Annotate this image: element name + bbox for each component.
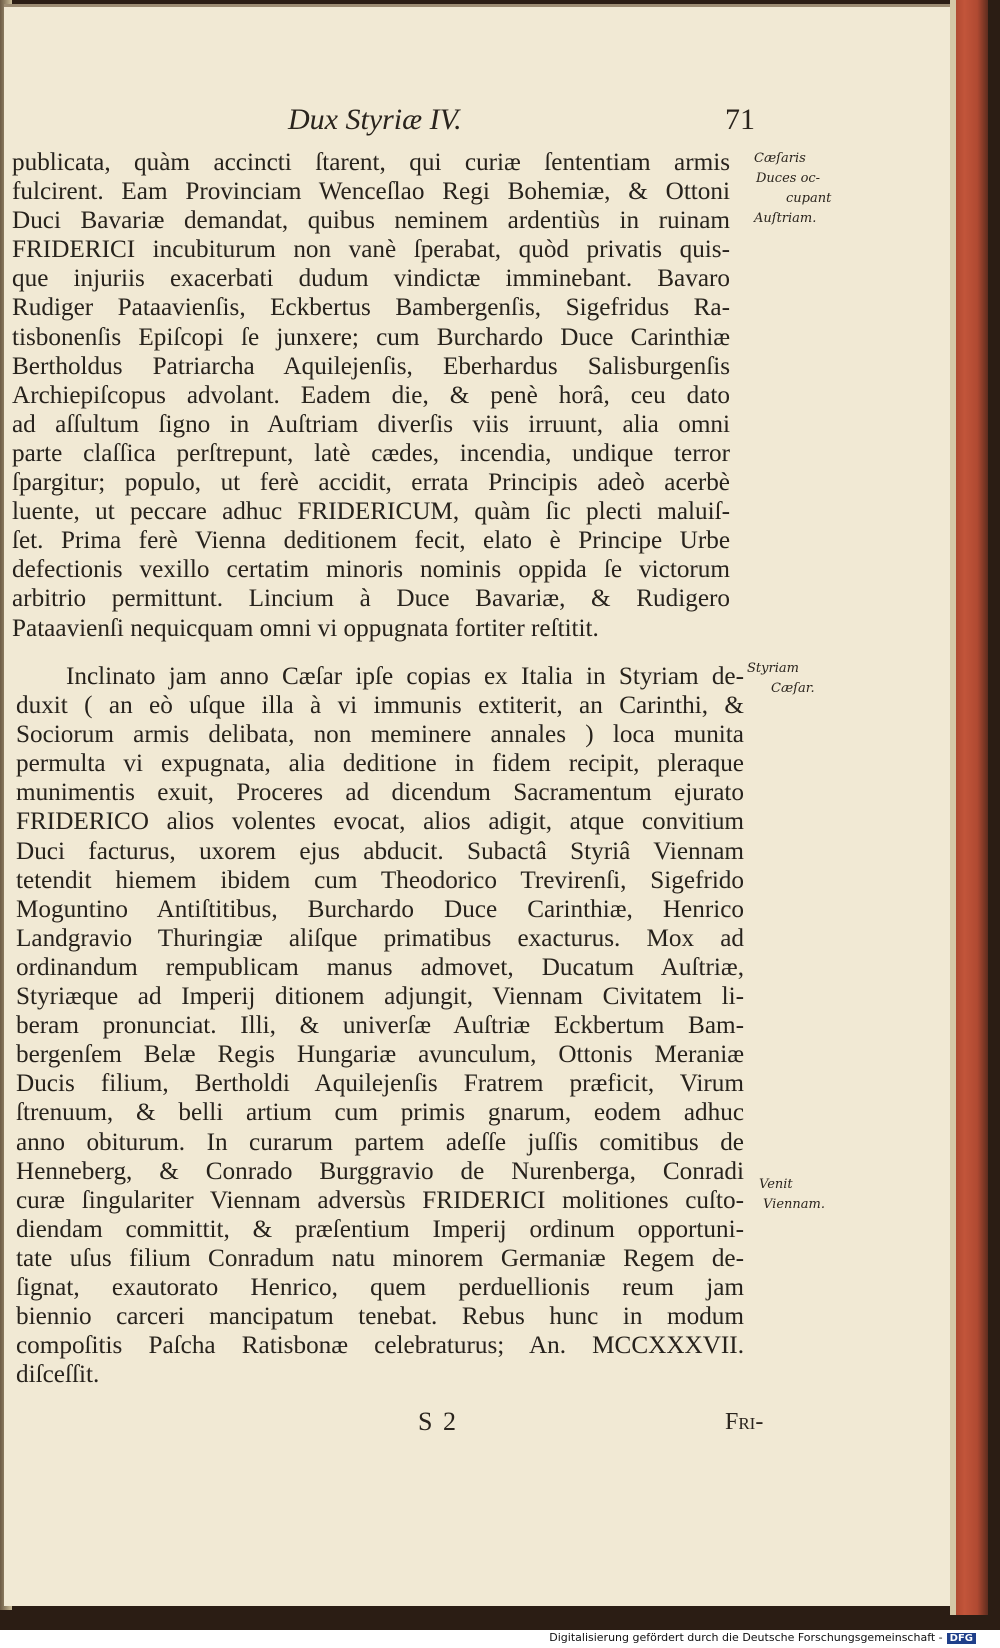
- text-line: diſceſſit.: [16, 1361, 100, 1389]
- text-line: bergenſem Belæ Regis Hungariæ avunculum, Ottonis Meraniæ: [16, 1041, 744, 1069]
- text-line: Styriæque ad Imperij ditionem adjungit, Viennam Civitatem li-: [16, 983, 744, 1011]
- text-line: FRIDERICI incubiturum non vanè ſperabat, quòd privatis quis-: [12, 236, 730, 264]
- text-line: publicata, quàm accincti ſtarent, qui curiæ ſententiam armis: [12, 149, 730, 176]
- text-line: Pataavienſi nequicquam omni vi oppugnata fortiter reſtitit.: [12, 614, 599, 642]
- digitization-footer: [0, 1630, 1000, 1648]
- text-line: ſignat, exautorato Henrico, quem perduellionis reum jam: [16, 1273, 744, 1301]
- text-line: tate uſus filium Conradum natu minorem Germaniæ Regem de-: [16, 1244, 744, 1272]
- text-line: Ducis filium, Bertholdi Aquilejenſis Fratrem præficit, Virum: [16, 1070, 744, 1098]
- margin-note-line: Venit: [759, 1177, 793, 1192]
- text-line: compoſitis Paſcha Ratisbonæ celebraturus; An. MCCXXXVII.: [16, 1332, 744, 1360]
- text-line: que injuriis exacerbati dudum vindictæ imminebant. Bavaro: [12, 265, 730, 293]
- text-line: ſtrenuum, & belli artium cum primis gnarum, eodem adhuc: [16, 1099, 744, 1127]
- paragraph-1: [12, 148, 730, 643]
- text-line: ſpargitur; populo, ut ferè accidit, errata Principis adeò acerbè: [12, 469, 730, 497]
- text-line: diendam committit, & præſentium Imperij ordinum opportuni-: [16, 1215, 744, 1243]
- text-line: Duci Bavariæ demandat, quibus neminem ardentiùs in ruinam: [12, 207, 730, 235]
- catchword: Fri-: [725, 1409, 764, 1435]
- red-fore-edge: [952, 0, 988, 1615]
- running-title: Dux Styriæ IV.: [288, 103, 462, 136]
- paragraph-2: [16, 662, 744, 1389]
- text-line: parte claſſica perſtrepunt, latè cædes, incendia, undique terror: [12, 439, 730, 467]
- text-line: Bertholdus Patriarcha Aquilejenſis, Eberhardus Salisburgenſis: [12, 352, 730, 380]
- margin-note-line: Viennam.: [763, 1197, 825, 1212]
- margin-note-venit-viennam: [759, 1175, 825, 1215]
- text-line: Archiepiſcopus advolant. Eadem die, & penè horâ, ceu dato: [12, 381, 730, 409]
- text-line: anno obiturum. In curarum partem adeſſe juſſis comitibus de: [16, 1128, 744, 1156]
- text-line: luente, ut peccare adhuc FRIDERICUM, quàm ſic plecti maluiſ-: [12, 498, 730, 526]
- margin-note-line: Auſtriam.: [754, 211, 817, 226]
- text-line: Sociorum armis delibata, non meminere annales ) loca munita: [16, 721, 744, 749]
- margin-note-line: Cæſaris: [754, 151, 806, 166]
- text-line: ordinandum rempublicam manus admovet, Ducatum Auſtriæ,: [16, 953, 744, 981]
- margin-note-caesaris-duces: [754, 149, 831, 229]
- text-line: defectionis vexillo certatim minoris nominis oppida ſe victorum: [12, 556, 730, 584]
- dfg-logo: DFG: [947, 1633, 976, 1644]
- text-line: FRIDERICO alios volentes evocat, alios adigit, atque convitium: [16, 808, 744, 836]
- text-line: biennio carceri mancipatum tenebat. Rebus hunc in modum: [16, 1303, 744, 1331]
- digitization-credit: [549, 1631, 976, 1644]
- margin-note-line: Styriam: [747, 661, 799, 676]
- text-line: Moguntino Antiſtitibus, Burchardo Duce Carinthiæ, Henrico: [16, 895, 744, 923]
- text-line: arbitrio permittunt. Lincium à Duce Bavariæ, & Rudigero: [12, 585, 730, 613]
- book-page: [4, 4, 952, 1606]
- margin-note-line: Cæſar.: [771, 681, 815, 696]
- text-line: ad aſſultum ſigno in Auſtriam diverſis viis irruunt, alia omni: [12, 410, 730, 438]
- text-line: tetendit hiemem ibidem cum Theodorico Trevirenſi, Sigefrido: [16, 866, 744, 894]
- margin-note-styriam-caesar: [747, 659, 815, 699]
- text-line: Inclinato jam anno Cæſar ipſe copias ex Italia in Styriam de-: [66, 663, 744, 690]
- text-line: munimentis exuit, Proceres ad dicendum Sacramentum ejurato: [16, 779, 744, 807]
- credit-text: Digitalisierung gefördert durch die Deutsche Forschungsgemeinschaft -: [549, 1631, 943, 1644]
- text-line: Henneberg, & Conrado Burggravio de Nurenberga, Conradi: [16, 1157, 744, 1185]
- signature-mark: S 2: [418, 1407, 458, 1436]
- text-line: Rudiger Pataavienſis, Eckbertus Bambergenſis, Sigefridus Ra-: [12, 294, 730, 322]
- margin-note-line: cupant: [786, 191, 832, 206]
- text-line: beram pronunciat. Illi, & univerſæ Auſtriæ Eckbertum Bam-: [16, 1012, 744, 1040]
- text-line: permulta vi expugnata, alia deditione in fidem recipit, pleraque: [16, 750, 744, 778]
- text-line: tisbonenſis Epiſcopi ſe junxere; cum Burchardo Duce Carinthiæ: [12, 323, 730, 351]
- text-line: curæ ſingulariter Viennam adversùs FRIDERICI molitiones cuſto-: [16, 1186, 744, 1214]
- text-line: Landgravio Thuringiæ aliſque primatibus exacturus. Mox ad: [16, 924, 744, 952]
- text-line: ſet. Prima ferè Vienna deditionem fecit, elato è Principe Urbe: [12, 527, 730, 555]
- text-line: duxit ( an eò uſque illa à vi immunis extiterit, an Carinthi, &: [16, 692, 744, 720]
- text-line: fulcirent. Eam Provinciam Wenceſlao Regi Bohemiæ, & Ottoni: [12, 178, 730, 206]
- page-header: [4, 103, 952, 143]
- text-line: Duci facturus, uxorem ejus abducit. Subactâ Styriâ Viennam: [16, 837, 744, 865]
- margin-note-line: Duces oc-: [756, 171, 821, 186]
- page-edge: [950, 0, 956, 1615]
- page-number: 71: [725, 103, 755, 136]
